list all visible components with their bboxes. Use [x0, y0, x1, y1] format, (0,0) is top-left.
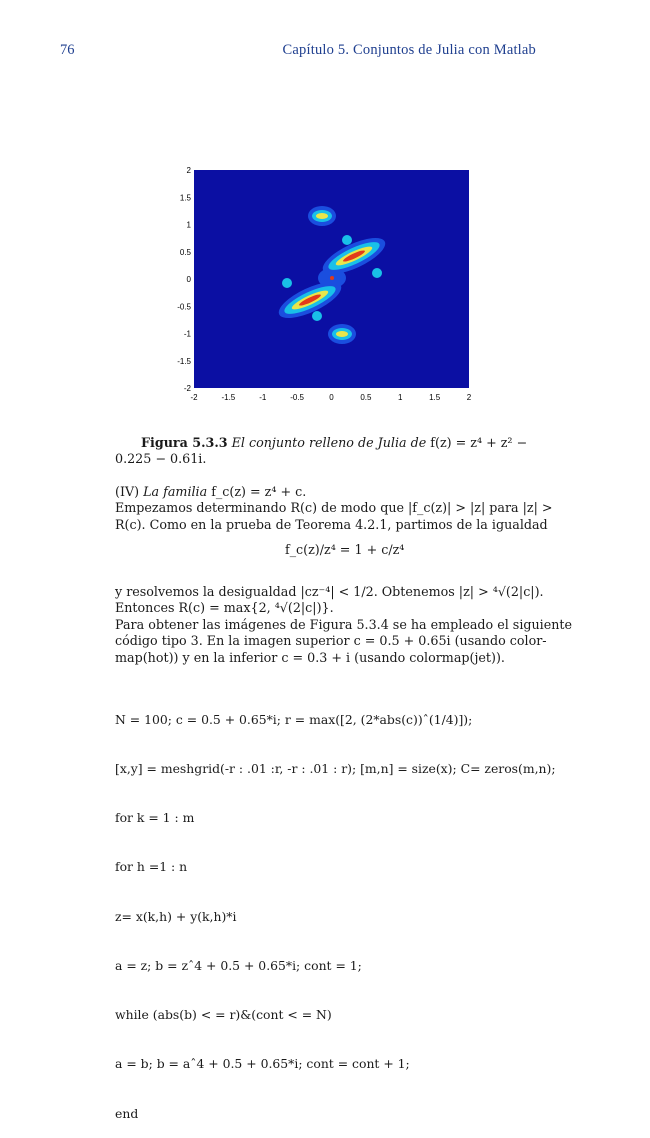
code-line: for h =1 : n [115, 859, 188, 875]
figure-label: Figura 5.3.3 [141, 435, 228, 450]
case-title: La familia [143, 484, 208, 499]
code-block [115, 679, 556, 1138]
paragraph-case-iv [115, 484, 553, 533]
x-tick-label: -2 [190, 393, 198, 400]
y-tick-label: 2 [186, 166, 191, 175]
x-tick-label: 1.5 [429, 393, 441, 400]
x-tick-label: -1 [259, 393, 267, 400]
julia-set-figure [166, 160, 476, 400]
paragraph-inequality [115, 584, 573, 666]
paragraph-line: map(hot)) y en la inferior c = 0.3 + i (usando colormap(jet)). [115, 649, 505, 665]
case-heading: (IV) [115, 484, 140, 499]
figure-caption [115, 435, 537, 468]
paragraph-line: Empezamos determinando R(c) de modo que |f_c(z)| > |z| para |z| > [115, 500, 553, 516]
x-tick-label: -0.5 [290, 393, 305, 400]
paragraph-line: R(c). Como en la prueba de Teorema 4.2.1, partimos de la igualdad [115, 516, 548, 532]
x-tick-label: 0 [329, 393, 334, 400]
code-line: N = 100; c = 0.5 + 0.65*i; r = max([2, (2*abs(c))ˆ(1/4)]); [115, 711, 473, 727]
x-tick-label: 2 [466, 393, 472, 400]
paragraph-line: y resolvemos la desigualdad |cz⁻⁴| < 1/2. Obtenemos |z| > ⁴√(2|c|). [115, 584, 544, 599]
code-line: [x,y] = meshgrid(-r : .01 :r, -r : .01 : r); [m,n] = size(x); C= zeros(m,n); [115, 761, 556, 777]
paragraph-line: Para obtener las imágenes de Figura 5.3.4 se ha empleado el siguiente [115, 616, 573, 632]
paragraph-line: código tipo 3. En la imagen superior c = 0.5 + 0.65i (usando color- [115, 633, 547, 649]
y-tick-label: -1.5 [177, 356, 191, 366]
y-tick-label: -0.5 [177, 302, 191, 312]
y-axis-ticks [177, 166, 191, 393]
code-line: for k = 1 : m [115, 810, 195, 826]
caption-formula: f(z) = z⁴ + z² − 0.225 − 0.61i. [115, 435, 528, 467]
code-line: z= x(k,h) + y(k,h)*i [115, 908, 237, 924]
code-line: a = b; b = aˆ4 + 0.5 + 0.65*i; cont = cont + 1; [115, 1056, 410, 1072]
y-tick-label: 1 [186, 220, 191, 230]
y-tick-label: -1 [183, 329, 191, 339]
paragraph-line: Entonces R(c) = max{2, ⁴√(2|c|)}. [115, 600, 334, 616]
caption-text: El conjunto relleno de Julia de [231, 435, 427, 450]
y-tick-label: 0.5 [179, 247, 191, 257]
code-line: end [115, 1105, 139, 1121]
x-axis-ticks [190, 393, 471, 400]
y-tick-label: 1.5 [179, 193, 191, 203]
x-tick-label: 0.5 [360, 393, 372, 400]
y-tick-label: -2 [183, 384, 191, 393]
code-line: a = z; b = zˆ4 + 0.5 + 0.65*i; cont = 1; [115, 957, 362, 973]
chapter-title: Capítulo 5. Conjuntos de Julia con Matlab [282, 42, 536, 58]
x-tick-label: -1.5 [221, 393, 236, 400]
page-number: 76 [60, 42, 75, 58]
case-formula: f_c(z) = z⁴ + c. [211, 484, 307, 499]
x-tick-label: 1 [398, 393, 403, 400]
y-tick-label: 0 [186, 275, 191, 284]
display-equation: f_c(z)/z⁴ = 1 + c/z⁴ [285, 542, 405, 557]
code-line: while (abs(b) < = r)&(cont < = N) [115, 1007, 332, 1023]
